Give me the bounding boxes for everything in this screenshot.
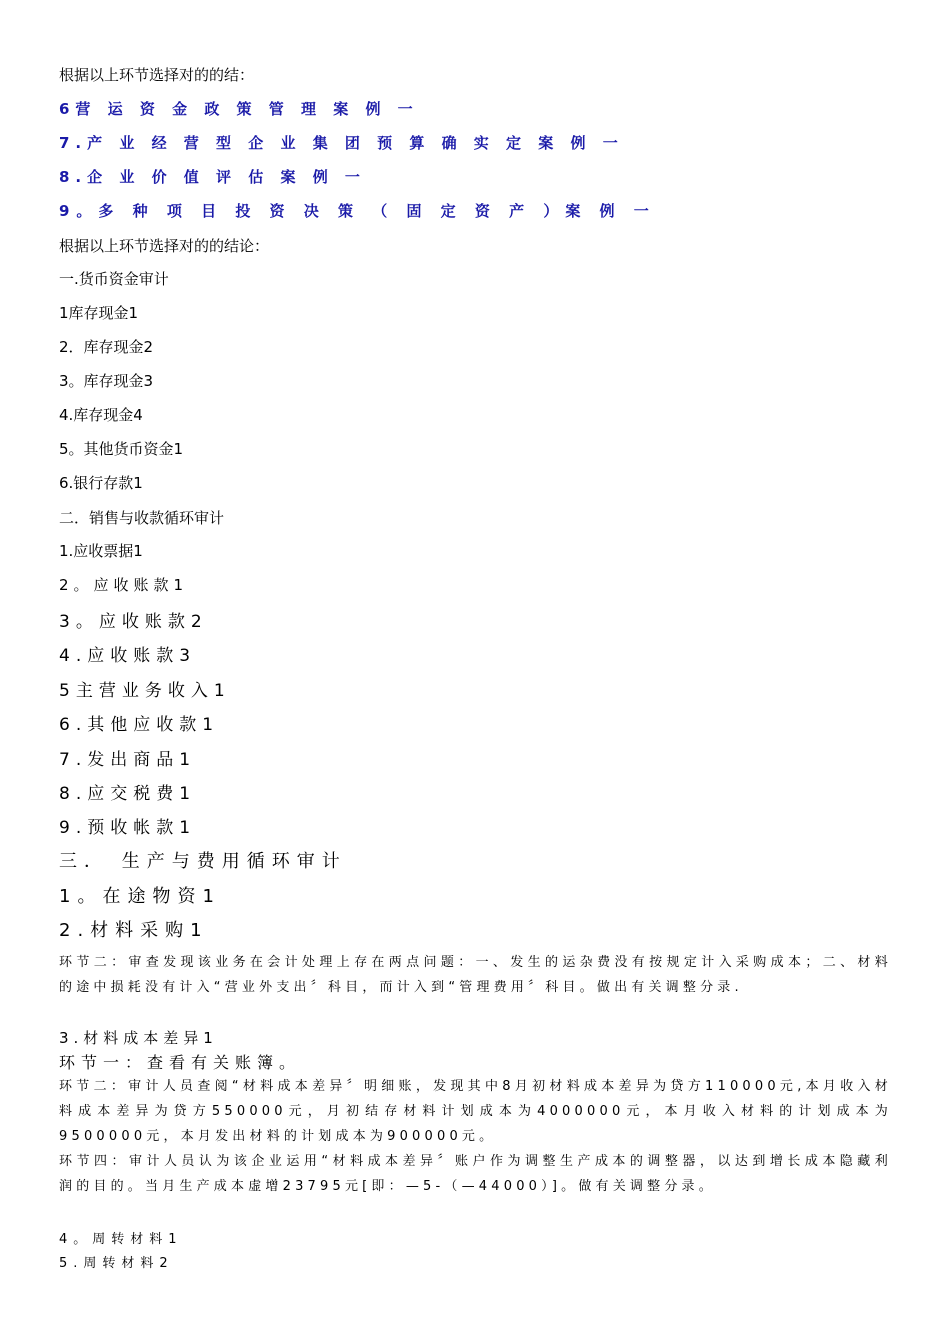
list-item: 2。应收账款1 [59, 576, 189, 594]
case-heading: 7.产 业 经 营 型 企 业 集 团 预 算 确 实 定 案 例 一 [59, 134, 624, 152]
section-heading: 一.货币资金审计 [59, 270, 169, 288]
list-item: 2.材料采购1 [59, 920, 209, 941]
list-item: 1。在途物资1 [59, 886, 221, 907]
paragraph: 环节四：审计人员认为该企业运用“材料成本差异〞账户作为调整生产成本的调整器，以达到增长成本隐藏利润的目的。当月生产成本虚增23795元[即：—5-（—44000）]。做有关调整分录。 [59, 1154, 892, 1194]
case-heading: 6营 运 资 金 政 策 管 理 案 例 一 [59, 100, 419, 118]
paragraph: 环节二：审计人员查阅“材料成本差异〞明细账，发现其中8月初材料成本差异为贷方110000元,本月收入材料成本差异为贷方550000元，月初结存材料计划成本为4000000元，本月收入材料的计划成本为9500000元，本月发出材料的计划成本为900000元。 [59, 1079, 892, 1144]
list-item: 7.发出商品1 [59, 750, 197, 770]
text-line: 根据以上环节选择对的的结论： [59, 237, 270, 255]
case-heading: 8.企 业 价 值 评 估 案 例 一 [59, 168, 366, 186]
list-item: 3。应收账款2 [59, 612, 208, 632]
case-heading: 9。多 种 项 目 投 资 决 策 （ 固 定 资 产 ）案 例 一 [59, 202, 656, 220]
list-item: 5.周转材料2 [59, 1256, 174, 1271]
list-item: 4。周转材料1 [59, 1232, 183, 1247]
list-item: 5。其他货币资金1 [59, 440, 184, 458]
list-item: 1库存现金1 [59, 304, 139, 322]
paragraph: 环节二：审查发现该业务在会计处理上存在两点问题：一、发生的运杂费没有按规定计入采购成本；二、材料的途中损耗没有计入“营业外支出〞科目，而计入到“管理费用〞科目。做出有关调整分录. [59, 955, 892, 995]
section-heading: 三． 生产与费用循环审计 [59, 851, 347, 872]
list-item: 6.银行存款1 [59, 474, 143, 492]
text-line: 根据以上环节选择对的的结： [59, 66, 255, 84]
paragraph: 环节一：查看有关账簿。 [59, 1053, 302, 1072]
list-item: 3.材料成本差异1 [59, 1029, 218, 1047]
list-item: 8.应交税费1 [59, 784, 197, 804]
list-item: 2．库存现金2 [59, 338, 154, 356]
list-item: 1.应收票据1 [59, 542, 143, 560]
list-item: 4.应收账款3 [59, 646, 197, 666]
list-item: 5主营业务收入1 [59, 681, 231, 701]
list-item: 4.库存现金4 [59, 406, 143, 424]
list-item: 6.其他应收款1 [59, 715, 220, 735]
list-item: 3。库存现金3 [59, 372, 154, 390]
list-item: 9.预收帐款1 [59, 818, 197, 838]
section-heading: 二．销售与收款循环审计 [59, 509, 225, 527]
